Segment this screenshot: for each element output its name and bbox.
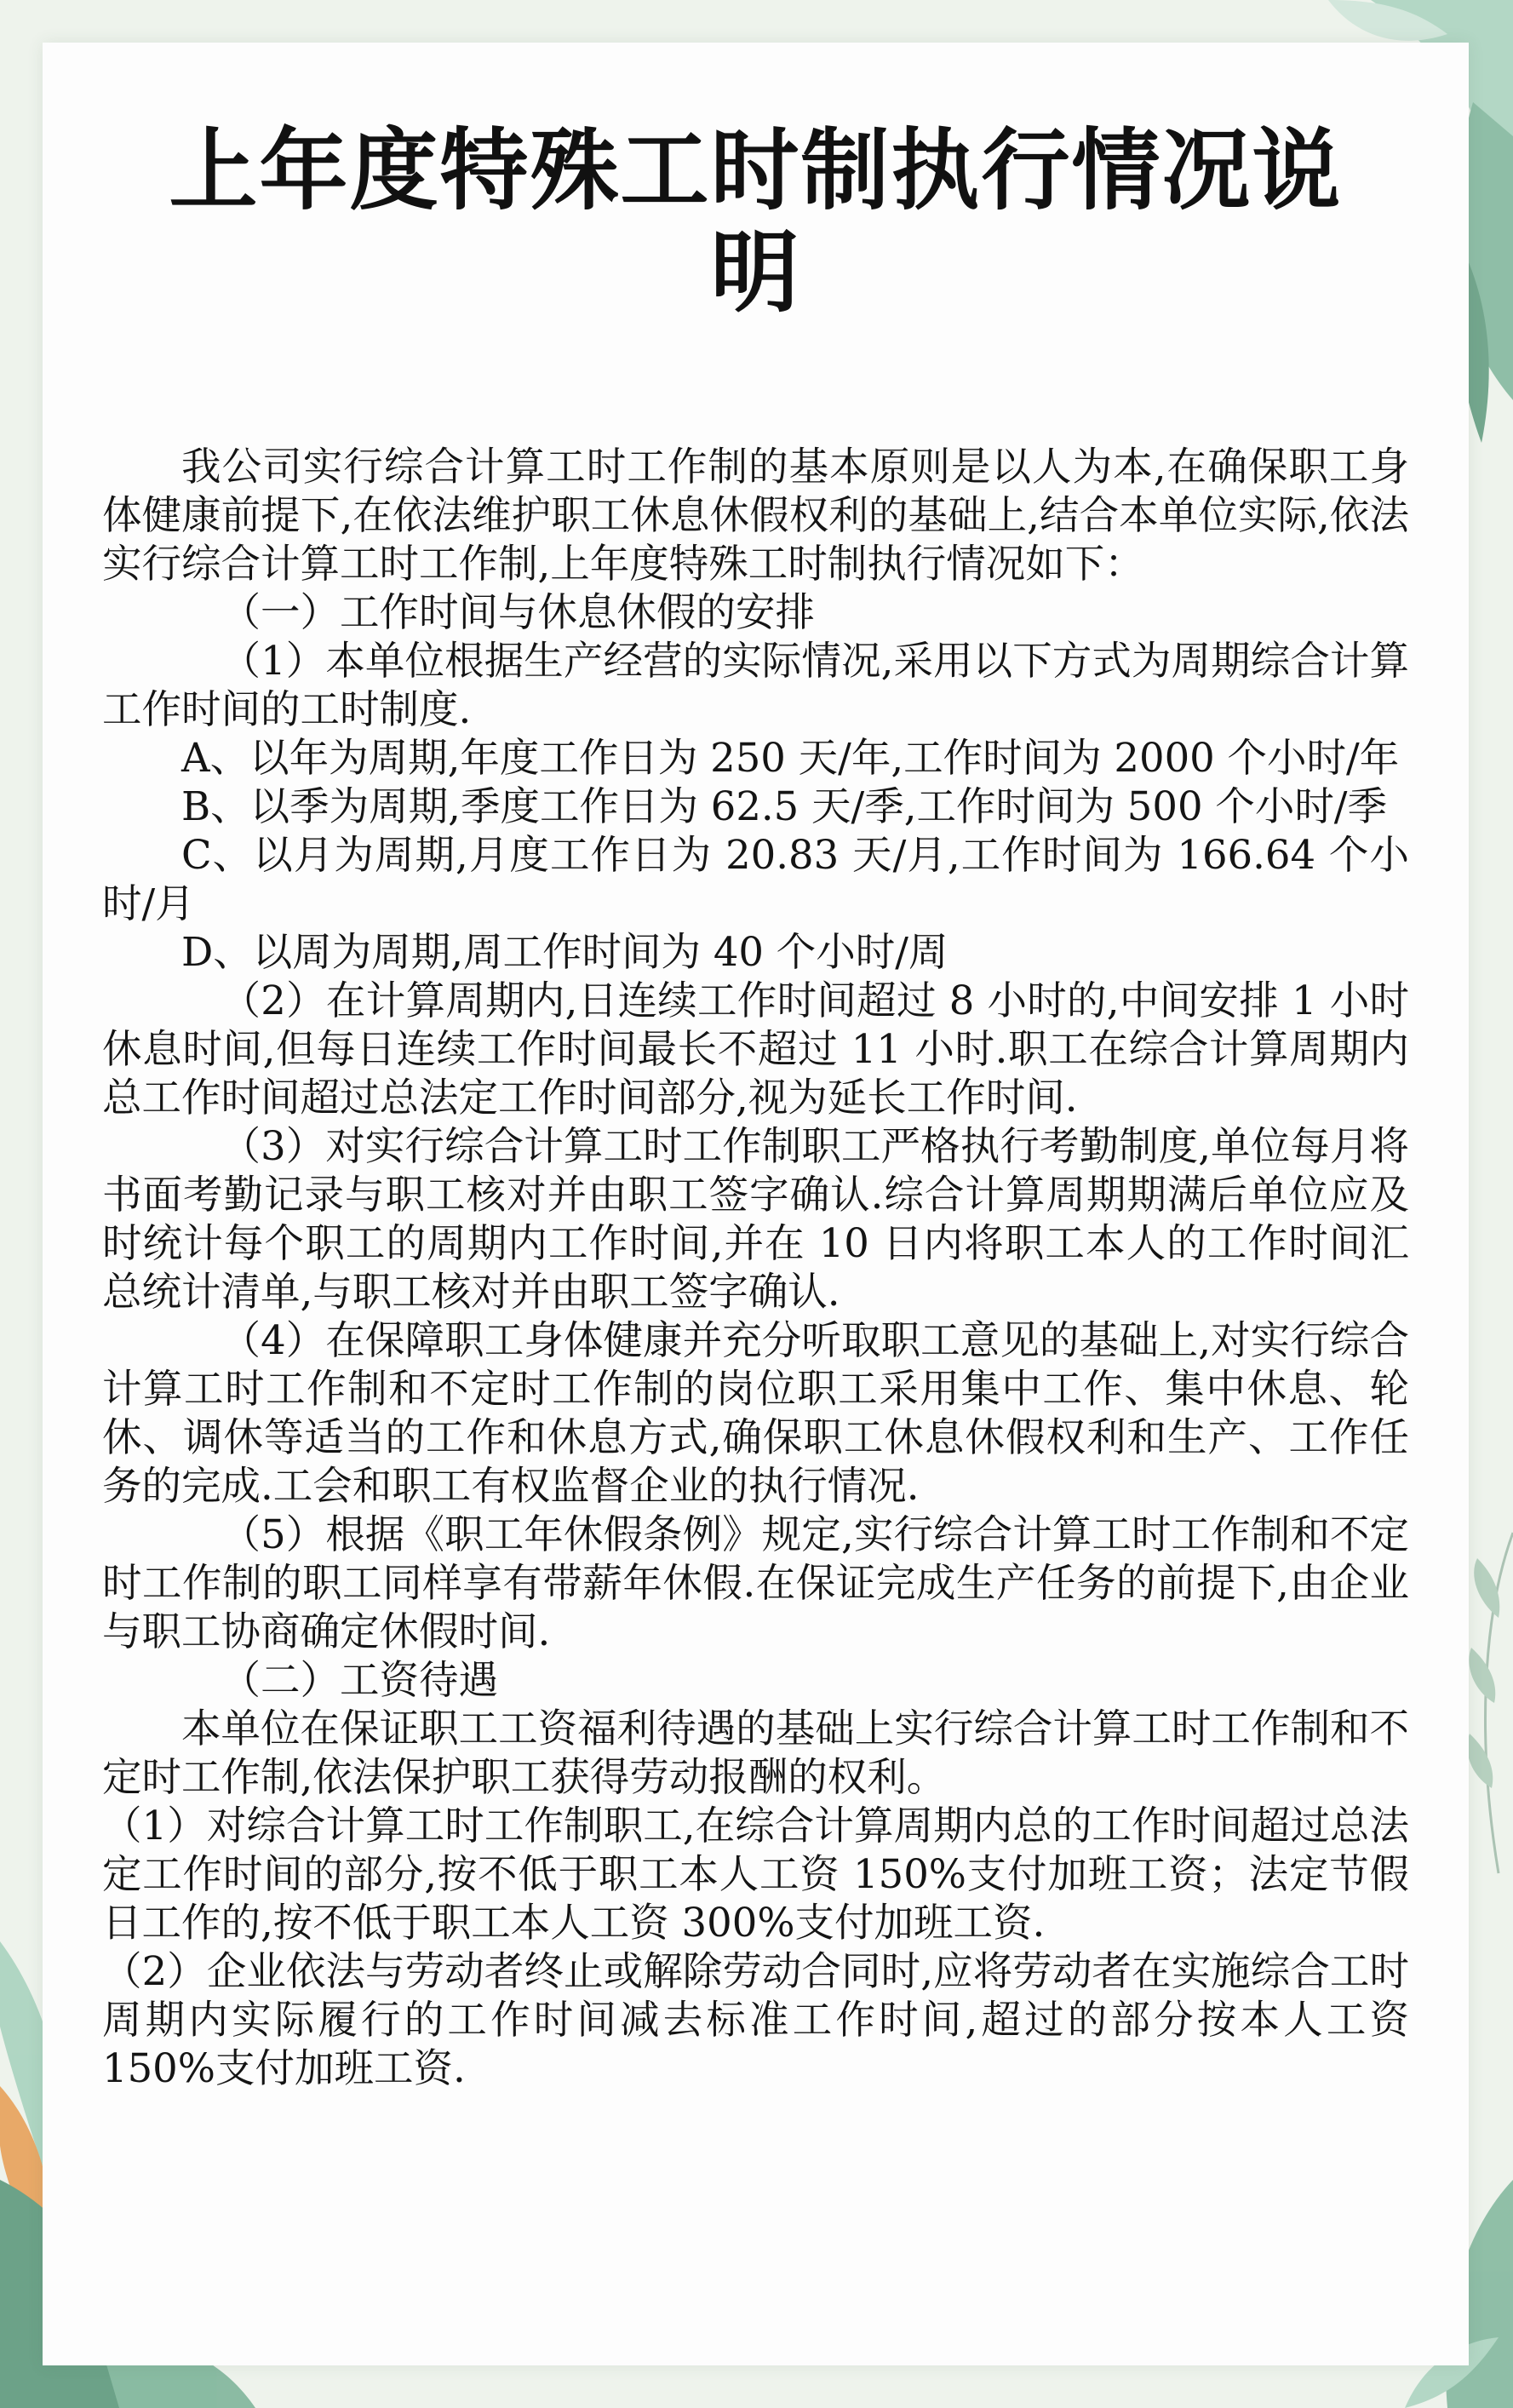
section-heading-work-time: （一）工作时间与休息休假的安排 bbox=[221, 589, 815, 635]
option-a-paragraph: A、以年为周期,年度工作日为 250 天/年,工作时间为 2000 个小时/年 bbox=[181, 735, 1400, 781]
option-c-paragraph: C、以月为周期,月度工作日为 20.83 天/月,工作时间为 166.64 个小时/月 bbox=[102, 832, 1409, 926]
document-sheet bbox=[43, 43, 1469, 2365]
item-5-paragraph: （5）根据《职工年休假条例》规定,实行综合计算工时工作制和不定时工作制的职工同样享有带薪年休假.在保证完成生产任务的前提下,由企业与职工协商确定休假时间. bbox=[102, 1511, 1409, 1654]
wages-item-2-paragraph: （2）企业依法与劳动者终止或解除劳动合同时,应将劳动者在实施综合工时周期内实际履行的工作时间减去标准工作时间,超过的部分按本人工资 150%支付加班工资. bbox=[102, 1948, 1409, 2091]
wages-item-1-paragraph: （1）对综合计算工时工作制职工,在综合计算周期内总的工作时间超过总法定工作时间的部分,按不低于职工本人工资 150%支付加班工资；法定节假日工作的,按不低于职工本人工资 300%支付加班工资. bbox=[102, 1803, 1409, 1946]
item-4-paragraph: （4）在保障职工身体健康并充分听取职工意见的基础上,对实行综合计算工时工作制和不定时工作制的岗位职工采用集中工作、集中休息、轮休、调休等适当的工作和休息方式,确保职工休息休假权利和生产、工作任务的完成.工会和职工有权监督企业的执行情况. bbox=[102, 1317, 1409, 1509]
intro-paragraph: 我公司实行综合计算工时工作制的基本原则是以人为本,在确保职工身体健康前提下,在依法维护职工休息休假权利的基础上,结合本单位实际,依法实行综合计算工时工作制,上年度特殊工时制执行情况如下： bbox=[102, 444, 1409, 587]
option-d-paragraph: D、以周为周期,周工作时间为 40 个小时/周 bbox=[181, 929, 948, 975]
wages-intro-paragraph: 本单位在保证职工工资福利待遇的基础上实行综合计算工时工作制和不定时工作制,依法保护职工获得劳动报酬的权利。 bbox=[102, 1706, 1409, 1800]
document-title: 上年度特殊工时制执行情况说明 bbox=[169, 118, 1343, 324]
item-2-paragraph: （2）在计算周期内,日连续工作时间超过 8 小时的,中间安排 1 小时休息时间,但每日连续工作时间最长不超过 11 小时.职工在综合计算周期内总工作时间超过总法定工作时间部分,视为延长工作时间. bbox=[102, 978, 1409, 1121]
document-body bbox=[102, 443, 1409, 2093]
item-1-paragraph: （1）本单位根据生产经营的实际情况,采用以下方式为周期综合计算工作时间的工时制度. bbox=[102, 638, 1409, 732]
option-b-paragraph: B、以季为周期,季度工作日为 62.5 天/季,工作时间为 500 个小时/季 bbox=[181, 783, 1387, 829]
section-heading-wages: （二）工资待遇 bbox=[221, 1657, 498, 1703]
item-3-paragraph: （3）对实行综合计算工时工作制职工严格执行考勤制度,单位每月将书面考勤记录与职工核对并由职工签字确认.综合计算周期期满后单位应及时统计每个职工的周期内工作时间,并在 10 日内将职工本人的工作时间汇总统计清单,与职工核对并由职工签字确认. bbox=[102, 1123, 1409, 1315]
leaf-right-branch-icon bbox=[1467, 1533, 1513, 1873]
